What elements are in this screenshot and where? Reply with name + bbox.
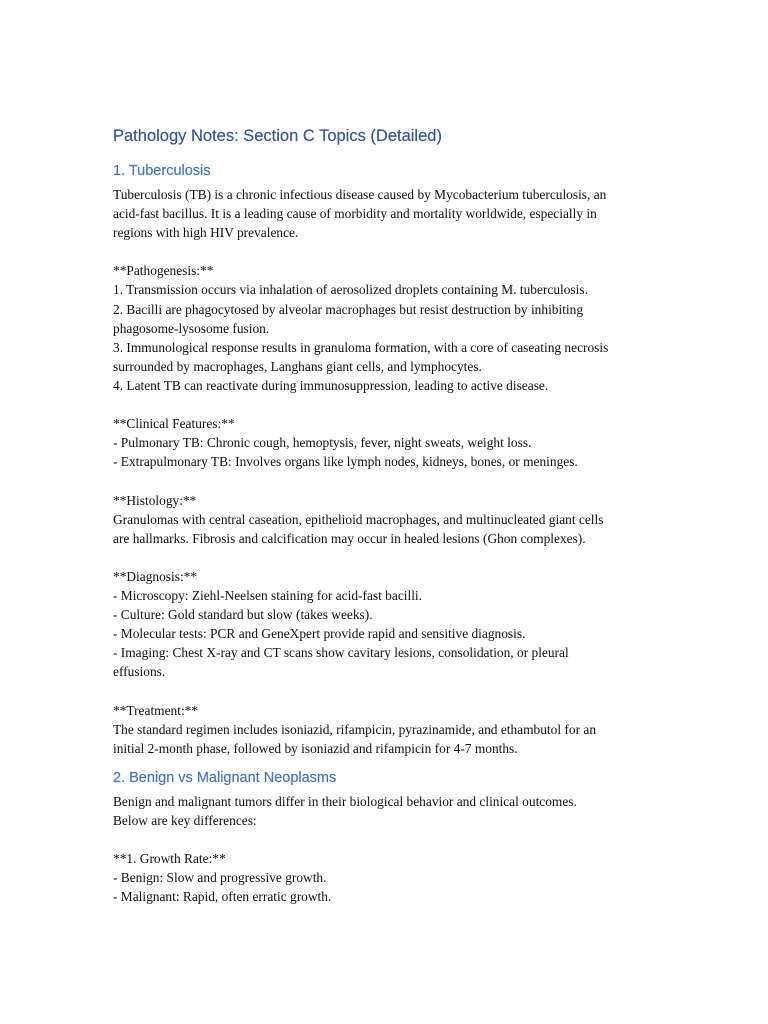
text-line: - Benign: Slow and progressive growth. bbox=[113, 870, 327, 886]
text-line: **Diagnosis:** bbox=[113, 568, 198, 584]
text-line: initial 2-month phase, followed by isoniazid and rifampicin for 4-7 months. bbox=[113, 740, 518, 756]
text-line: 3. Immunological response results in granuloma formation, with a core of caseating necrosis bbox=[113, 339, 609, 355]
text-line: acid-fast bacillus. It is a leading cause of morbidity and mortality worldwide, especially in bbox=[113, 206, 597, 222]
text-line: - Pulmonary TB: Chronic cough, hemoptysis, fever, night sweats, weight loss. bbox=[113, 435, 532, 451]
paragraph-gap bbox=[113, 681, 661, 700]
text-line: phagosome-lysosome fusion. bbox=[113, 320, 270, 336]
paragraph bbox=[113, 261, 661, 395]
text-line: 2. Bacilli are phagocytosed by alveolar macrophages but resist destruction by inhibiting bbox=[113, 301, 584, 317]
paragraph-gap bbox=[113, 830, 661, 849]
text-line: **Pathogenesis:** bbox=[113, 263, 214, 279]
text-line: surrounded by macrophages, Langhans giant cells, and lymphocytes. bbox=[113, 358, 482, 374]
text-line: **Clinical Features:** bbox=[113, 416, 235, 432]
text-line: - Molecular tests: PCR and GeneXpert provide rapid and sensitive diagnosis. bbox=[113, 626, 526, 642]
text-line: - Malignant: Rapid, often erratic growth. bbox=[113, 889, 332, 905]
paragraph bbox=[113, 414, 661, 471]
text-line: 4. Latent TB can reactivate during immunosuppression, leading to active disease. bbox=[113, 377, 549, 393]
document-page bbox=[113, 123, 661, 906]
text-line: regions with high HIV prevalence. bbox=[113, 225, 299, 241]
paragraph bbox=[113, 792, 661, 830]
text-line: - Extrapulmonary TB: Involves organs like lymph nodes, kidneys, bones, or meninges. bbox=[113, 454, 578, 470]
document-body bbox=[113, 159, 661, 906]
paragraph-gap bbox=[113, 548, 661, 567]
text-line: Benign and malignant tumors differ in their biological behavior and clinical outcomes. bbox=[113, 793, 577, 809]
text-line: 1. Transmission occurs via inhalation of aerosolized droplets containing M. tuberculosis. bbox=[113, 282, 588, 298]
text-line: **Treatment:** bbox=[113, 702, 199, 718]
text-line: Tuberculosis (TB) is a chronic infectious disease caused by Mycobacterium tuberculosis, an bbox=[113, 187, 607, 202]
paragraph bbox=[113, 849, 661, 906]
section-heading: 2. Benign vs Malignant Neoplasms bbox=[113, 769, 337, 786]
paragraph bbox=[113, 185, 661, 242]
text-line: **1. Growth Rate:** bbox=[113, 851, 226, 867]
text-line: **Histology:** bbox=[113, 492, 197, 508]
paragraph bbox=[113, 567, 661, 682]
text-line: - Culture: Gold standard but slow (takes weeks). bbox=[113, 607, 373, 623]
paragraph-gap bbox=[113, 471, 661, 490]
text-line: Granulomas with central caseation, epithelioid macrophages, and multinucleated giant cells bbox=[113, 511, 604, 527]
text-line: - Microscopy: Ziehl-Neelsen staining for acid-fast bacilli. bbox=[113, 587, 422, 603]
text-line: The standard regimen includes isoniazid, rifampicin, pyrazinamide, and ethambutol for an bbox=[113, 721, 597, 737]
text-line: effusions. bbox=[113, 664, 166, 680]
document-title: Pathology Notes: Section C Topics (Detailed) bbox=[113, 127, 442, 145]
text-line: - Imaging: Chest X-ray and CT scans show cavitary lesions, consolidation, or pleural bbox=[113, 645, 569, 661]
paragraph-gap bbox=[113, 242, 661, 261]
paragraph bbox=[113, 701, 661, 758]
paragraph bbox=[113, 491, 661, 548]
text-line: are hallmarks. Fibrosis and calcification may occur in healed lesions (Ghon complexes). bbox=[113, 530, 586, 546]
section-heading: 1. Tuberculosis bbox=[113, 163, 211, 179]
text-line: Below are key differences: bbox=[113, 812, 257, 828]
paragraph-gap bbox=[113, 395, 661, 414]
